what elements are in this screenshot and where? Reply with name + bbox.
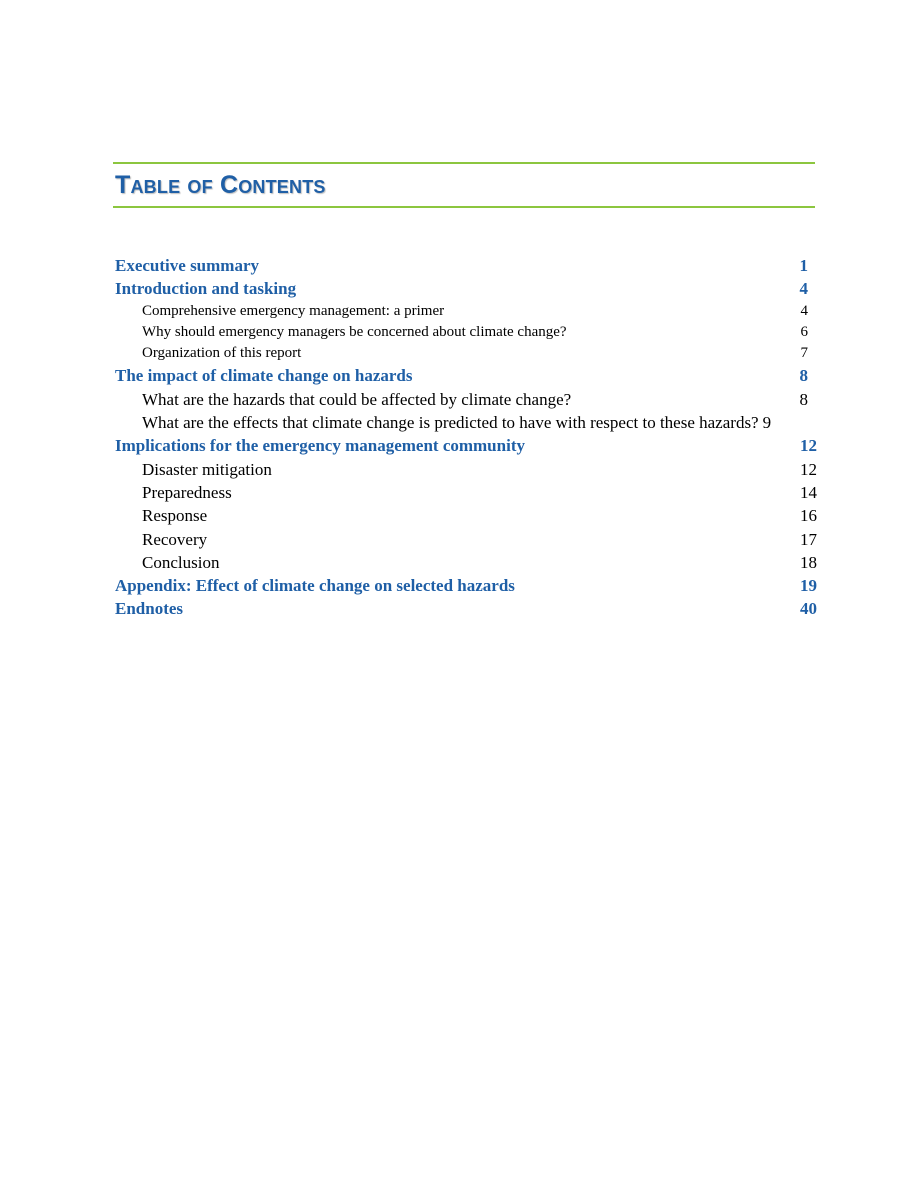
toc-entry-title: Appendix: Effect of climate change on selected hazards [115, 576, 515, 596]
heading-bottom-rule [113, 206, 815, 208]
toc-entry-page: 12 [800, 436, 817, 456]
toc-entry-page: 40 [800, 599, 817, 619]
toc-entry-introduction-and-tasking[interactable] [115, 277, 817, 300]
toc-entry-appendix[interactable] [115, 574, 817, 597]
toc-entry-title: What are the effects that climate change is predicted to have with respect to these hazards? [142, 413, 759, 433]
toc-entry-title: The impact of climate change on hazards [115, 366, 413, 386]
toc-entry-page: 14 [800, 482, 817, 502]
toc-subentry-preparedness[interactable] [115, 481, 817, 504]
toc-entry-page: 8 [799, 366, 808, 386]
toc-entry-title: Implications for the emergency management community [115, 436, 525, 456]
toc-entry-title: Preparedness [142, 482, 232, 502]
toc-entry-title: Conclusion [142, 552, 220, 572]
table-of-contents [115, 254, 817, 621]
toc-subentry-recovery[interactable] [115, 528, 817, 551]
toc-entry-title: Introduction and tasking [115, 279, 297, 299]
toc-entry-page: 1 [799, 256, 808, 275]
toc-entry-page: 12 [800, 459, 817, 479]
toc-entry-title: Comprehensive emergency management: a primer [142, 302, 445, 319]
toc-entry-impact-on-hazards[interactable] [115, 364, 817, 387]
page-title: Table of Contents [115, 171, 326, 199]
toc-entry-endnotes[interactable] [115, 597, 817, 620]
toc-entry-page: 9 [762, 413, 772, 433]
toc-entry-page: 7 [800, 345, 808, 362]
toc-entry-title: Disaster mitigation [142, 459, 272, 479]
toc-entry-page: 18 [800, 552, 817, 572]
toc-entry-implications[interactable] [115, 434, 817, 457]
toc-entry-page: 17 [800, 529, 817, 549]
toc-subentry-predicted-effects[interactable] [115, 411, 817, 434]
heading-top-rule [113, 162, 815, 164]
toc-entry-executive-summary[interactable] [115, 254, 817, 277]
toc-entry-title: Endnotes [115, 599, 184, 619]
toc-subentry-disaster-mitigation[interactable] [115, 458, 817, 481]
toc-entry-title: Executive summary [115, 256, 260, 275]
toc-subentry-hazards-affected[interactable] [115, 388, 817, 411]
toc-subentry-conclusion[interactable] [115, 551, 817, 574]
toc-entry-title: Organization of this report [142, 345, 302, 362]
toc-entry-page: 16 [800, 506, 817, 526]
toc-entry-title: Why should emergency managers be concerned about climate change? [142, 323, 567, 340]
toc-subentry-why-concerned[interactable] [115, 322, 817, 343]
toc-entry-page: 19 [800, 576, 817, 596]
toc-subentry-response[interactable] [115, 504, 817, 527]
toc-subentry-organization-of-report[interactable] [115, 343, 817, 364]
toc-subentry-comprehensive-emergency-management[interactable] [115, 301, 817, 322]
toc-entry-page: 6 [800, 323, 808, 340]
toc-entry-page: 4 [800, 302, 808, 319]
toc-entry-title: What are the hazards that could be affected by climate change? [142, 389, 572, 409]
toc-entry-title: Response [142, 506, 208, 526]
toc-entry-page: 4 [799, 279, 808, 299]
toc-entry-page: 8 [799, 389, 808, 409]
toc-entry-title: Recovery [142, 529, 208, 549]
